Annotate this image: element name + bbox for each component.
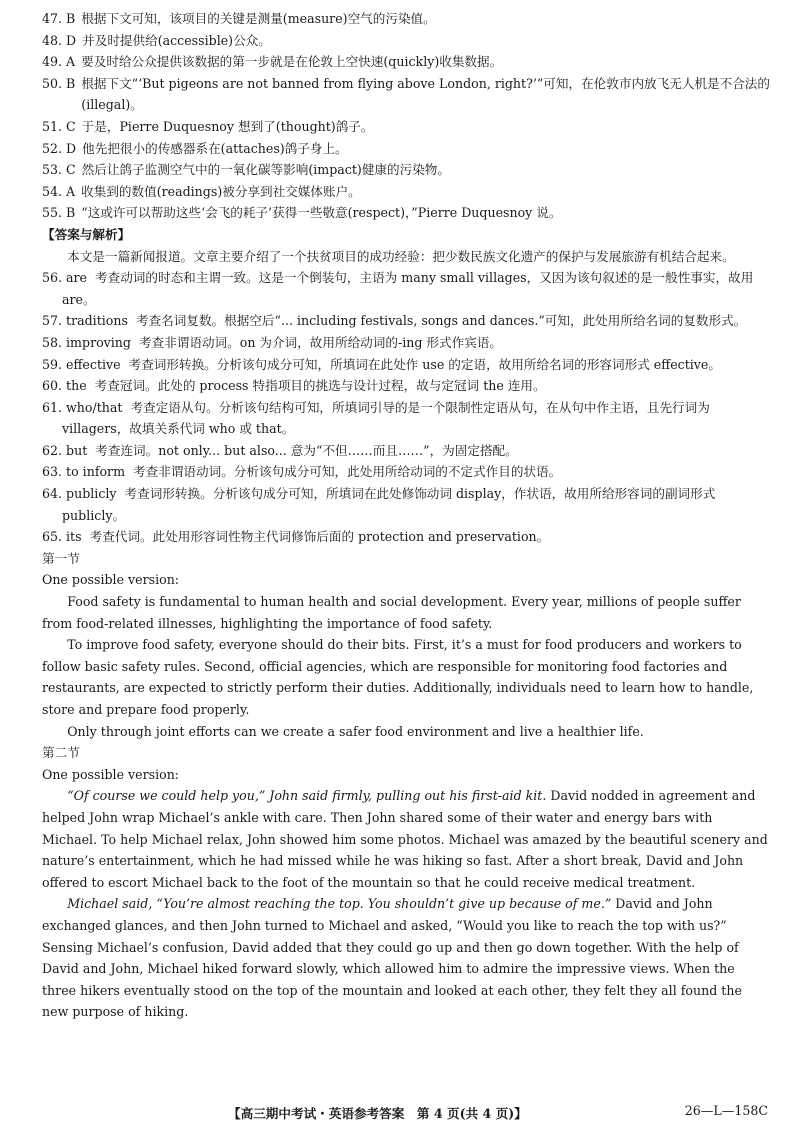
answer-explanation: 考查非谓语动词。on 为介词，故用所给动词的-ing 形式作宾语。 [138,334,502,350]
answer-explanation: 他先把很小的传感器系在(attaches)鸽子身上。 [82,140,348,156]
answer-number: 59. effective [42,356,121,372]
footer-page-info: 【高三期中考试・英语参考答案 第 4 页(共 4 页)】 [228,1106,527,1121]
answer-number: 55. B [42,205,76,221]
answer-item [42,73,770,116]
answer-item [42,267,770,310]
answer-item [42,332,770,354]
answer-item [42,483,770,526]
answer-item [42,116,770,138]
answer-number: 61. who/that [42,399,123,415]
answer-item [42,159,770,181]
answer-explanation: 于是，Pierre Duquesnoy 想到了(thought)鸽子。 [81,118,374,134]
answer-item [42,202,770,224]
answer-number: 58. improving [42,334,131,350]
answer-item [42,461,770,483]
answer-explanation: 收集到的数值(readings)被分享到社交媒体账户。 [81,183,361,199]
paragraph-opening-sentence: “Of course we could help you,” John said firmly, pulling out his first-aid kit. [67,788,547,804]
answer-explanation: 根据下文“‘But pigeons are not banned from flying above London, right?’”可知，在伦敦市内放飞无人机是不合法的(illegal)。 [81,75,770,113]
answer-explanation: 考查词形转换。分析该句成分可知，所填词在此处修饰动词 display，作状语，故用所给形容词的副词形式 publicly。 [62,486,716,523]
answer-explanation: 要及时给公众提供该数据的第一步就是在伦敦上空快速(quickly)收集数据。 [81,54,503,70]
answer-explanation: 并及时提供给(accessible)公众。 [82,32,271,48]
answer-explanation: “这或许可以帮助这些‘会飞的耗子’获得一些敬意(respect)，”Pierre Duquesnoy 说。 [81,205,562,221]
answer-item [42,8,770,30]
answer-item [42,375,770,397]
answer-explanation: 考查名词复数。根据空后“... including festivals, songs and dances.”可知，此处用所给名词的复数形式。 [135,313,747,329]
answer-item [42,30,770,52]
answer-number: 65. its [42,529,82,545]
essay-paragraph: Food safety is fundamental to human health and social development. Every year, millions of people suffer from food-related illnesses, highlighting the importance of food safety. [42,594,741,631]
page-footer [0,1103,800,1125]
section-two [42,742,770,1023]
answer-item [42,138,770,160]
answer-analysis-heading: 【答案与解析】 [42,226,131,242]
answer-number: 64. publicly [42,486,117,502]
answer-number: 48. D [42,32,77,48]
answer-explanation: 然后让鸽子监测空气中的一氧化碳等影响(impact)健康的污染物。 [81,162,450,178]
essay-paragraph: Only through joint efforts can we create a safer food environment and live a healthier life. [67,723,644,739]
answer-number: 50. B [42,75,76,91]
answer-list-47-55 [42,8,770,224]
answer-item [42,181,770,203]
version-label: One possible version: [42,766,180,782]
answer-item [42,526,770,548]
section-title: 第二节 [42,745,80,761]
answer-explanation: 考查连词。not only... but also... 意为“不但……而且……”，为固定搭配。 [95,442,518,458]
answer-number: 62. but [42,442,88,458]
answer-number: 54. A [42,183,76,199]
answer-item [42,310,770,332]
answer-item [42,51,770,73]
answer-explanation: 考查代词。此处用形容词性物主代词修饰后面的 protection and preservation。 [89,529,550,545]
page-content [42,8,770,1023]
story-paragraph [42,785,770,893]
version-label: One possible version: [42,572,180,588]
answer-explanation: 根据下文可知，该项目的关键是测量(measure)空气的污染值。 [81,11,436,26]
answer-number: 51. C [42,118,76,134]
story-paragraph [42,893,770,1023]
answer-number: 60. the [42,378,87,394]
paragraph-opening-sentence: Michael said, “You’re almost reaching the top. You shouldn’t give up because of me.” [67,896,612,912]
essay-paragraph: To improve food safety, everyone should do their bits. First, it’s a must for food producers and workers to follow basic safety rules. Second, official agencies, which are responsible for monitoring food factories and restaurants, are expected to strictly perform their duties. Additionally, individuals need to learn how to handle, store and prepare food properly. [42,637,754,717]
answer-explanation: 考查定语从句。分析该句结构可知，所填词引导的是一个限制性定语从句，在从句中作主语，且先行词为 villagers，故填关系代词 who 或 that。 [62,399,710,437]
answer-number: 52. D [42,140,77,156]
paragraph-body: David nodded in agreement and helped John wrap Michael’s ankle with care. Then John shared some of their water and energy bars with Michael. To help Michael relax, John showed him some photos. Michael was amazed by the beautiful scenery and nature’s entertainment, which he had missed while he was hiking so fast. After a short break, David and John offered to escort Michael back to the foot of the mountain so that he could receive medical treatment. [42,788,768,890]
answer-explanation: 考查非谓语动词。分析该句成分可知，此处用所给动词的不定式作目的状语。 [133,464,562,480]
section-title: 第一节 [42,550,80,566]
passage-summary: 本文是一篇新闻报道。文章主要介绍了一个扶贫项目的成功经验：把少数民族文化遗产的保护与发展旅游有机结合起来。 [67,248,735,264]
answer-number: 56. are [42,270,88,286]
footer-doc-code: 26—L—158C [684,1103,768,1118]
paragraph-body: David and John exchanged glances, and then John turned to Michael and asked, “Would you like to reach the top with us?” Sensing Michael’s confusion, David added that they could go up and then go down together. With the help of David and John, Michael hiked forward slowly, which allowed him to admire the impressive views. When the three hikers eventually stood on the top of the mountain and looked at each other, they felt they all found the new purpose of hiking. [42,896,742,1020]
answer-explanation: 考查冠词。此处的 process 特指项目的挑选与设计过程，故与定冠词 the 连用。 [94,378,546,394]
answer-explanation: 考查动词的时态和主谓一致。这是一个倒装句，主语为 many small villages，又因为该句叙述的是一般性事实，故用 are。 [62,270,754,307]
section-one [42,548,770,742]
answer-number: 47. B [42,11,76,26]
answer-item [42,397,770,440]
answer-list-56-65 [42,267,770,548]
answer-number: 53. C [42,162,76,178]
answer-explanation: 考查词形转换。分析该句成分可知，所填词在此处作 use 的定语，故用所给名词的形容词形式 effective。 [128,356,721,372]
answer-number: 57. traditions [42,313,128,329]
answer-number: 49. A [42,54,76,70]
answer-number: 63. to inform [42,464,126,480]
answer-item [42,354,770,376]
answer-item [42,440,770,462]
